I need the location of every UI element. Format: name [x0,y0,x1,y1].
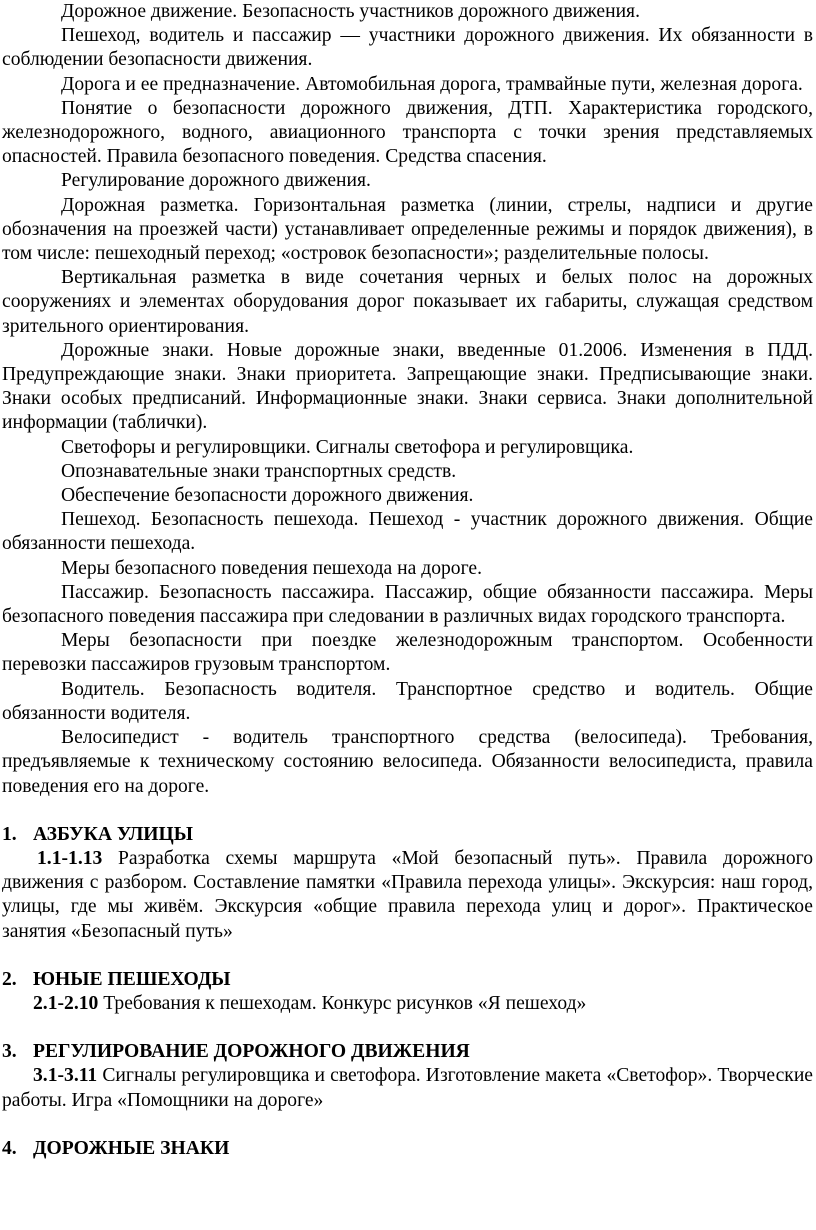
paragraph: Велосипедист - водитель транспортного средства (велосипеда). Требования, предъявляемые к техническому состоянию велосипеда. Обязанности велосипедиста, правила поведения его на дороге. [2,727,813,797]
section-number: 3. [2,1041,17,1063]
paragraph: Опознавательные знаки транспортных средств. [61,460,457,482]
paragraph: Пешеход, водитель и пассажир — участники дорожного движения. Их обязанности в соблюдении безопасности движения. [2,25,813,71]
section-heading [2,968,813,992]
paragraph: Меры безопасности при поездке железнодорожным транспортом. Особенности перевозки пассажиров грузовым транспортом. [2,630,813,676]
blank-line [2,799,813,823]
section-body [2,847,813,944]
section-body [2,992,813,1016]
paragraph: Дорожное движение. Безопасность участников дорожного движения. [61,1,640,22]
topic-code: 3.1-3.11 [33,1065,98,1087]
paragraph: Водитель. Безопасность водителя. Транспортное средство и водитель. Общие обязанности водителя. [2,678,813,724]
paragraph: Пассажир. Безопасность пассажира. Пассажир, общие обязанности пассажира. Меры безопасного поведения пассажира при следовании в различных видах городского транспорта. [2,581,813,628]
paragraph: Дорожная разметка. Горизонтальная разметка (линии, стрелы, надписи и другие обозначения на проезжей части) устанавливает определенные режимы и порядок движения), в том числе: пешеходный переход; «островок безопасности»; разделительные полосы. [2,194,813,265]
section-title: РЕГУЛИРОВАНИЕ ДОРОЖНОГО ДВИЖЕНИЯ [33,1041,470,1063]
section-heading [2,1137,813,1161]
section-heading [2,823,813,847]
section-text: Сигналы регулировщика и светофора. Изготовление макета «Светофор». Творческие работы. Игра «Помощники на дороге» [2,1065,813,1111]
paragraph: Понятие о безопасности дорожного движения, ДТП. Характеристика городского, железнодорожного, водного, авиационного транспорта с точки зрения представляемых опасностей. Правила безопасного поведения. Средства спасения. [2,97,813,168]
topic-code: 1.1-1.13 [37,847,103,869]
section-number: 1. [2,823,17,845]
paragraph: Дорога и ее предназначение. Автомобильная дорога, трамвайные пути, железная дорога. [61,73,803,95]
paragraph: Дорожные знаки. Новые дорожные знаки, введенные 01.2006. Изменения в ПДД. Предупреждающие знаки. Знаки приоритета. Запрещающие знаки. Предписывающие знаки. Знаки особых предписаний. Информационные знаки. Знаки сервиса. Знаки дополнительной информации (таблички). [2,339,813,434]
section-body [2,1064,813,1112]
blank-line [2,1113,813,1137]
paragraph: Вертикальная разметка в виде сочетания черных и белых полос на дорожных сооружениях и элементах оборудования дорог показывает их габариты, служащая средством зрительного ориентирования. [2,267,813,337]
paragraph: Регулирование дорожного движения. [61,170,371,192]
section-number: 2. [2,968,17,990]
section-title: ДОРОЖНЫЕ ЗНАКИ [33,1137,230,1159]
section-number: 4. [2,1137,17,1159]
section-title: АЗБУКА УЛИЦЫ [33,823,194,845]
section-text: Требования к пешеходам. Конкурс рисунков «Я пешеход» [98,992,587,1014]
paragraph: Обеспечение безопасности дорожного движения. [61,485,474,507]
topic-code: 2.1-2.10 [33,992,99,1014]
paragraph: Пешеход. Безопасность пешехода. Пешеход - участник дорожного движения. Общие обязанности пешехода. [2,509,813,555]
section-text: Разработка схемы маршрута «Мой безопасный путь». Правила дорожного движения с разбором. Составление памятки «Правила перехода улицы». Экскурсия: наш город, улицы, где мы живём. Экскурсия «общие правила перехода улиц и дорог». Практическое занятия «Безопасный путь» [2,847,813,942]
section-title: ЮНЫЕ ПЕШЕХОДЫ [33,968,231,990]
section-heading [2,1040,813,1064]
paragraph: Меры безопасного поведения пешехода на дороге. [61,557,482,579]
blank-line [2,944,813,968]
blank-line [2,1016,813,1040]
paragraph: Светофоры и регулировщики. Сигналы светофора и регулировщика. [61,436,634,458]
